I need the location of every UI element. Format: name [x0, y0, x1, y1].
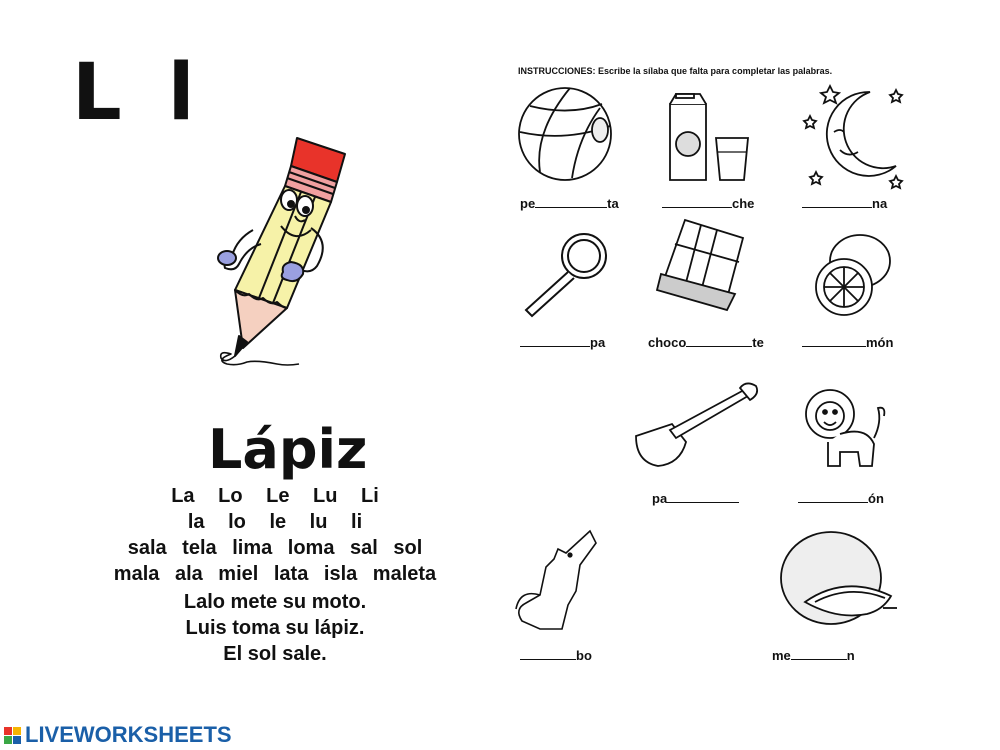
letter-lower: l [167, 48, 197, 138]
answer-blank[interactable] [662, 197, 732, 208]
word-label-milk: che [662, 196, 754, 211]
answer-blank[interactable] [798, 492, 868, 503]
word-label-melon: me n [772, 648, 855, 663]
liveworksheets-logo[interactable] [4, 722, 232, 748]
reading-line-1: La Lo Le Lu Li [171, 485, 379, 507]
word-label-magnifier: pa [520, 335, 605, 350]
answer-blank[interactable] [520, 649, 576, 660]
answer-blank[interactable] [802, 336, 866, 347]
reading-line-4: mala ala miel lata isla maleta [113, 563, 437, 585]
reading-line-6: Luis toma su lápiz. [185, 617, 365, 639]
word-label-chocolate: choco te [648, 335, 764, 350]
pencil-character-icon [205, 130, 355, 390]
answer-blank[interactable] [791, 649, 847, 660]
word-label-lemon: món [802, 335, 893, 350]
moon-icon [800, 80, 910, 190]
melon-icon [775, 528, 900, 638]
reading-line-3: sala tela lima loma sal sol [127, 537, 423, 559]
milk-icon [662, 90, 757, 185]
letter-upper: L [72, 48, 124, 138]
pencil-word-title: Lápiz [208, 418, 368, 481]
ball-icon [510, 84, 620, 184]
chocolate-icon [655, 214, 750, 314]
logo-mark-icon [4, 727, 21, 744]
brand-text: LIVEWORKSHEETS [25, 722, 232, 747]
big-letters-heading [72, 48, 196, 138]
instructions-text: INSTRUCCIONES: Escribe la sílaba que falta para completar las palabras. [518, 66, 833, 76]
magnifier-icon [518, 228, 618, 318]
answer-blank[interactable] [667, 492, 739, 503]
word-label-shovel: pa [652, 491, 739, 506]
answer-blank[interactable] [520, 336, 590, 347]
reading-line-5: Lalo mete su moto. [183, 591, 367, 613]
lemon-icon [802, 225, 897, 320]
wolf-icon [510, 525, 610, 635]
answer-blank[interactable] [535, 197, 607, 208]
reading-line-2: la lo le lu li [187, 511, 363, 533]
lion-icon [800, 378, 890, 473]
shovel-icon [632, 380, 762, 470]
answer-blank[interactable] [686, 336, 752, 347]
answer-blank[interactable] [802, 197, 872, 208]
word-label-moon: na [802, 196, 887, 211]
word-label-wolf: bo [520, 648, 592, 663]
word-label-ball: pe ta [520, 196, 619, 211]
word-label-lion: ón [798, 491, 884, 506]
reading-line-7: El sol sale. [223, 643, 327, 665]
